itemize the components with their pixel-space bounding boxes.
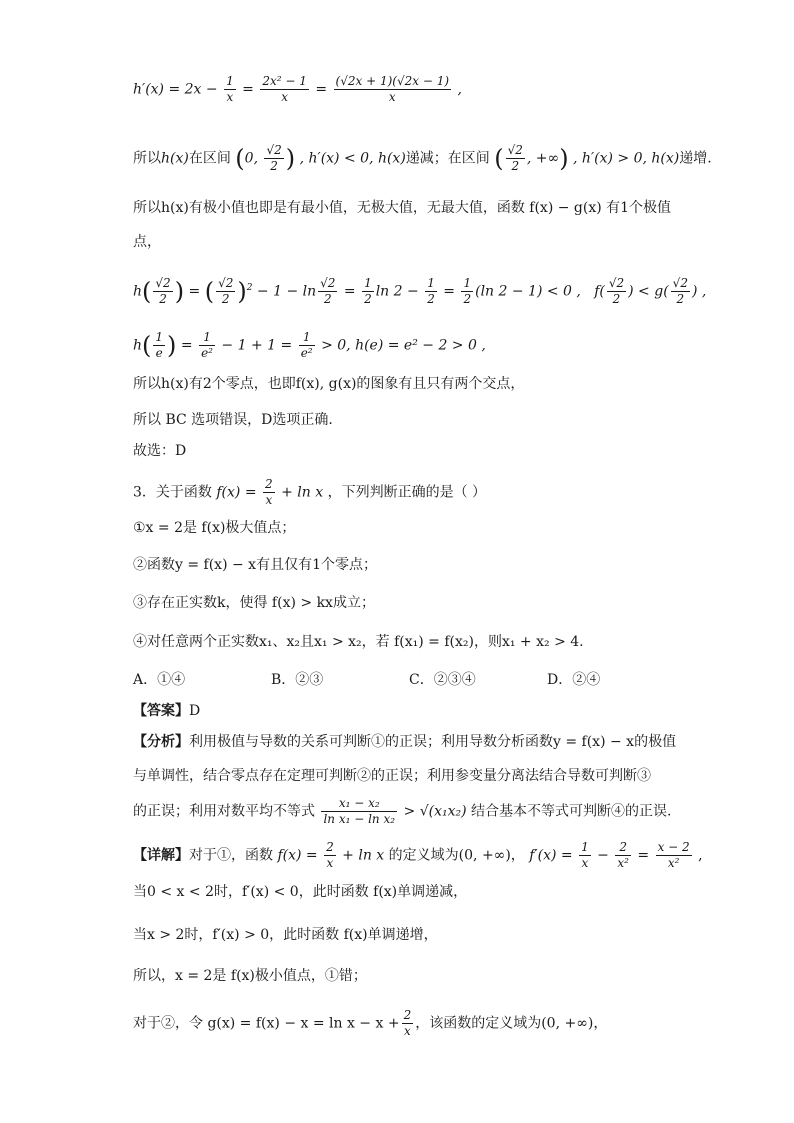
question-3: 3．关于函数 f(x) = $\frac{2}{x}$ + ln x ，下列判断正确的是（ ） bbox=[133, 477, 487, 507]
text-line-3: 所以h(x)有极小值也即是有最小值，无极大值，无最大值，函数 f(x) − g(x) 有1个极值 bbox=[133, 200, 672, 216]
analysis-line-1: 【分析】利用极值与导数的关系可判断①的正误；利用导数分析函数y = f(x) − x的极值 bbox=[133, 734, 677, 750]
detail-line-4: 所以，x = 2是 f(x)极小值点，①错； bbox=[133, 968, 367, 984]
option-b: B．②③ bbox=[271, 672, 324, 688]
analysis-line-2: 与单调性，结合零点存在定理可判断②的正误；利用参变量分离法结合导数可判断③ bbox=[133, 768, 651, 784]
text-line-7: 所以h(x)有2个零点，也即f(x), g(x)的图象有且只有两个交点， bbox=[133, 376, 525, 392]
statement-1: ①x = 2是 f(x)极大值点； bbox=[133, 520, 296, 536]
statement-3: ③存在正实数k，使得 f(x) > kx成立； bbox=[133, 595, 375, 611]
formula-h-sqrt2: h( $\frac{√2}{2}$ ) = ( $\frac{√2}{2}$ )$^2$ − 1 − ln $\frac{√2}{2}$ = $\frac{1}{2}$ ln 2 − $\frac{1}{2}$ = $\frac{1}{2}$ (ln 2 − 1) < 0 , f( $\frac{√2}{2}$ ) < g( $\frac{√2}{2}$ ) , bbox=[133, 276, 707, 306]
formula-h-derivative: h′(x) = 2x − $\frac{1}{x}$ = $\frac{\text{2x² − 1}}{x}$ = $\frac{(√2x + 1)(√2x - 1)}{x}$ , bbox=[133, 74, 462, 104]
detail-line-3: 当x > 2时，f′(x) > 0，此时函数 f(x)单调递增， bbox=[133, 927, 438, 943]
detail-line-2: 当0 < x < 2时，f′(x) < 0，此时函数 f(x)单调递减， bbox=[133, 884, 468, 900]
detail-line-1: 【详解】对于①，函数 f(x) = $\frac{2}{x}$ + ln x 的定义域为(0, +∞)， f′(x) = $\frac{1}{x}$ − $\frac{2}{\text{x²}}$ = $\frac{x - 2}{\text{x²}}$ , bbox=[133, 840, 703, 870]
statement-4: ④对任意两个正实数x₁、x₂且x₁ > x₂，若 f(x₁) = f(x₂)，则x₁ + x₂ > 4. bbox=[133, 634, 584, 650]
option-a: A．①④ bbox=[133, 672, 186, 688]
formula-h-1-over-e: h( $\frac{1}{e}$ ) = $\frac{1}{\text{e²}}$ − 1 + 1 = $\frac{1}{\text{e²}}$ > 0, h(e) = e² − 2 > 0 , bbox=[133, 330, 486, 360]
text-line-4: 点， bbox=[133, 234, 161, 250]
option-d: D．②④ bbox=[547, 672, 601, 688]
option-c: C．②③④ bbox=[409, 672, 476, 688]
text-line-8: 所以 BC 选项错误，D选项正确. bbox=[133, 412, 333, 428]
analysis-line-3: 的正误；利用对数平均不等式 $\frac{\text{x₁ − x₂}}{\text{ln x₁ − ln x₂}}$ > √(x₁x₂) 结合基本不等式可判断④的正误. bbox=[133, 796, 672, 826]
options-row bbox=[133, 670, 685, 690]
text-line-9: 故选：D bbox=[133, 443, 187, 459]
answer-line: 【答案】D bbox=[133, 703, 201, 719]
detail-line-5: 对于②，令 g(x) = f(x) − x = ln x − x + $\frac{2}{x}$ ，该函数的定义域为(0, +∞)， bbox=[133, 1008, 608, 1038]
statement-2: ②函数y = f(x) − x有且仅有1个零点； bbox=[133, 557, 377, 573]
monotonic-line: 所以h(x)在区间 (0, $\frac{√2}{2}$ ) , h′(x) < 0, h(x)递减；在区间 ( $\frac{√2}{2}$ , +∞) , h′(x) > 0, h(x)递增. bbox=[133, 143, 712, 173]
